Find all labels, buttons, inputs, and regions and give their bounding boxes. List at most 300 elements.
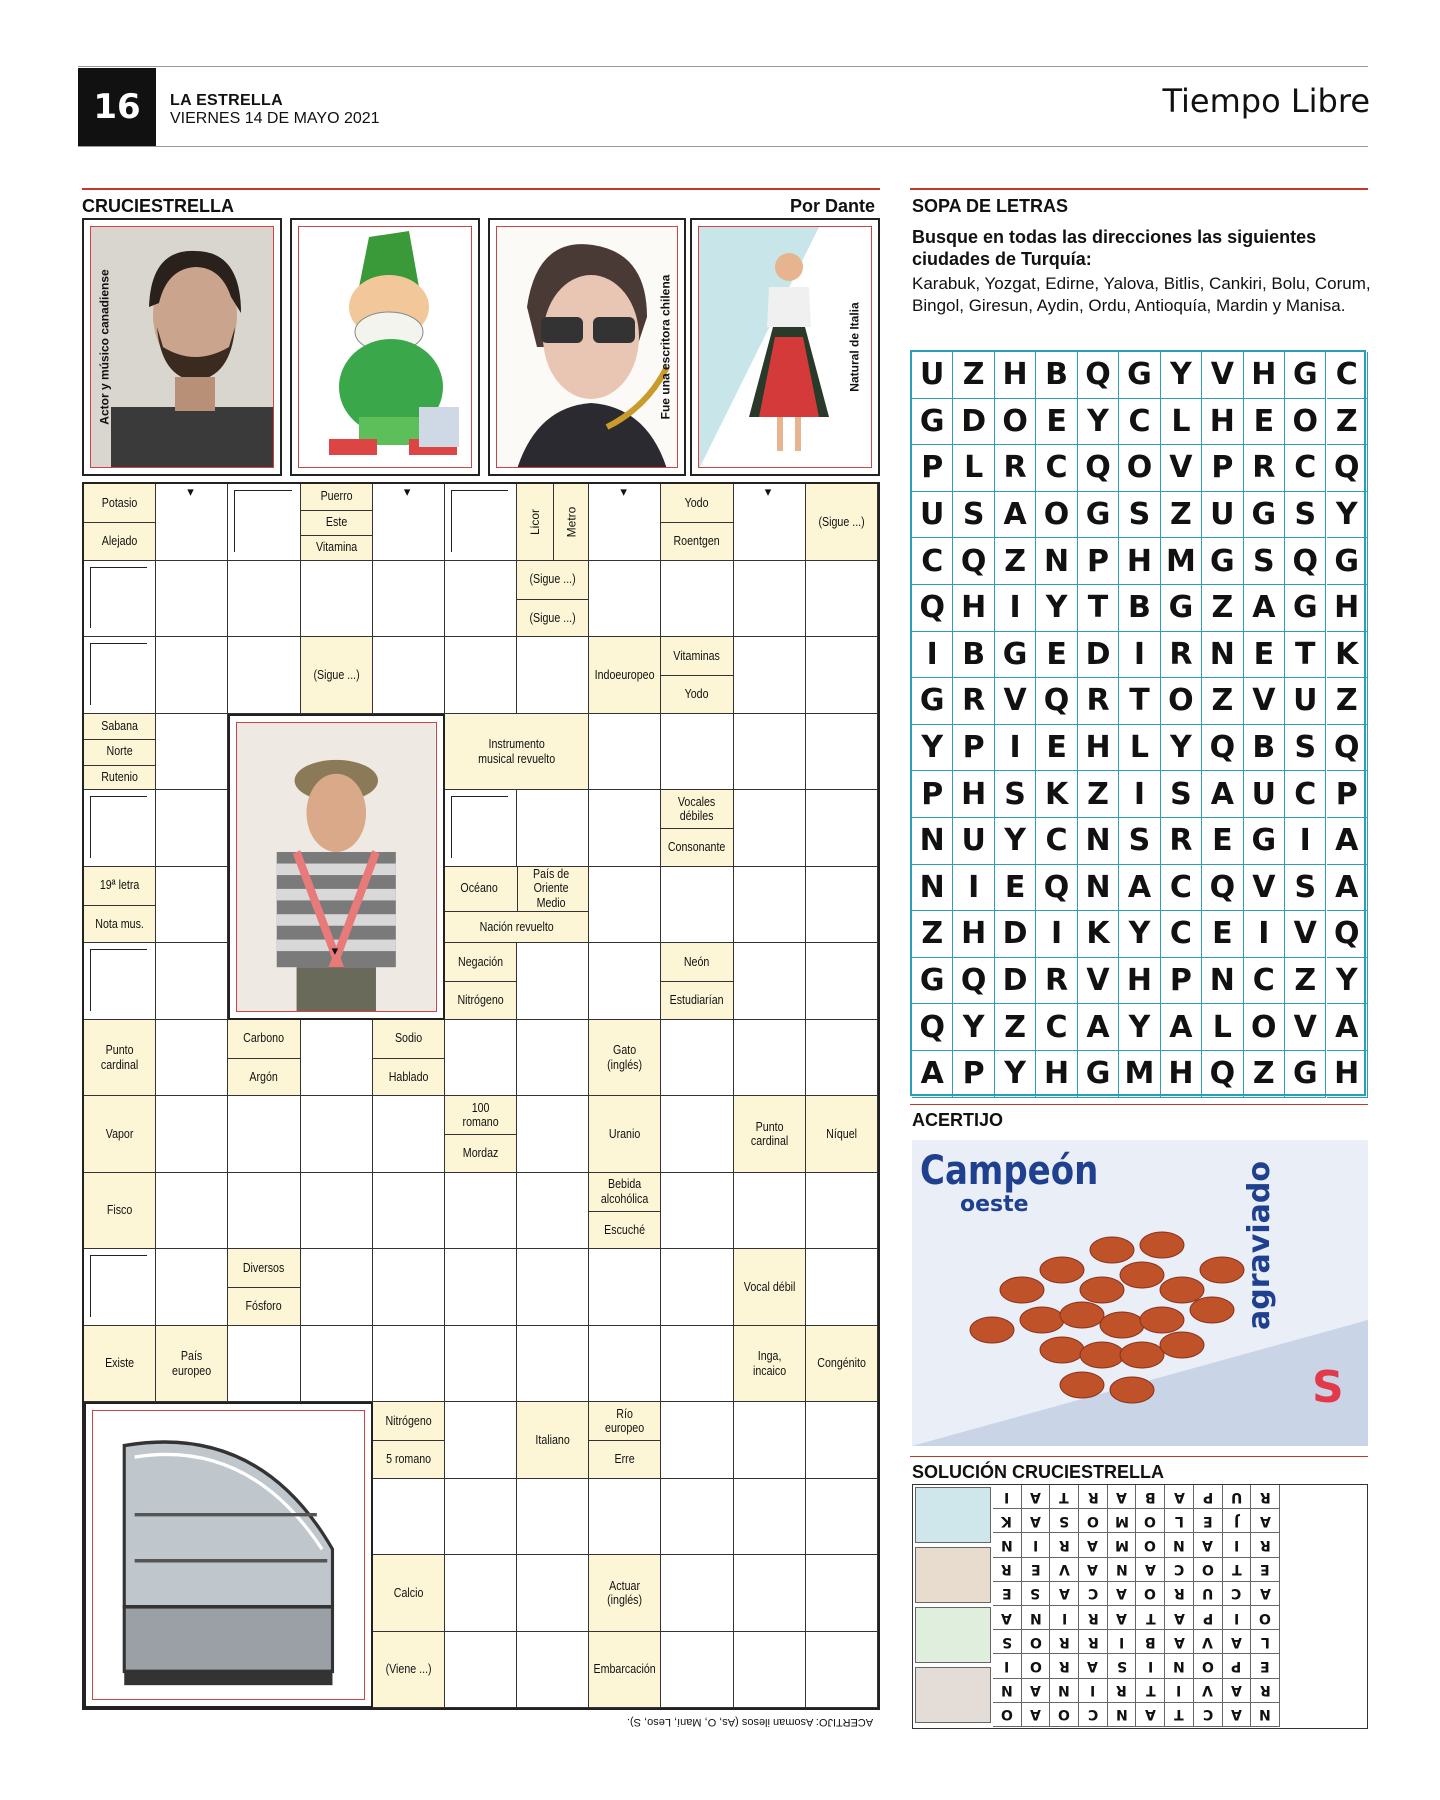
answer-cell[interactable] xyxy=(301,1020,373,1097)
sopa-letter[interactable]: A xyxy=(1202,771,1243,818)
sopa-letter[interactable]: Q xyxy=(1036,678,1077,725)
answer-cell[interactable] xyxy=(445,1479,517,1556)
sopa-letter[interactable]: Y xyxy=(1078,399,1119,446)
sopa-letter[interactable]: Q xyxy=(1327,911,1368,958)
sopa-letter[interactable]: G xyxy=(912,958,953,1005)
sopa-letter[interactable]: H xyxy=(953,911,994,958)
sopa-letter[interactable]: R xyxy=(1161,818,1202,865)
answer-cell[interactable] xyxy=(734,943,806,1020)
sopa-letter[interactable]: G xyxy=(1327,538,1368,585)
sopa-letter[interactable]: P xyxy=(1078,538,1119,585)
sopa-letter[interactable]: B xyxy=(953,632,994,679)
sopa-letter[interactable]: Q xyxy=(1202,725,1243,772)
answer-cell[interactable] xyxy=(517,1249,589,1326)
solution-letter: A xyxy=(1079,1654,1108,1678)
clue-text: (Sigue ...) xyxy=(529,609,576,625)
solution-letter: N xyxy=(1050,1679,1079,1703)
answer-cell[interactable] xyxy=(445,1173,517,1250)
answer-cell[interactable] xyxy=(806,1402,878,1479)
answer-cell[interactable] xyxy=(445,1020,517,1097)
sopa-letter[interactable]: Z xyxy=(995,538,1036,585)
sopa-letter[interactable]: Y xyxy=(1161,352,1202,399)
clue-cell xyxy=(517,1402,589,1479)
answer-cell[interactable] xyxy=(445,1555,517,1632)
answer-cell[interactable] xyxy=(806,1479,878,1556)
answer-cell[interactable] xyxy=(806,637,878,714)
sopa-letter[interactable]: R xyxy=(1161,632,1202,679)
answer-cell[interactable] xyxy=(228,1096,300,1173)
sopa-letter[interactable]: R xyxy=(995,445,1036,492)
sopa-letter[interactable]: H xyxy=(953,771,994,818)
sopa-letter[interactable]: Q xyxy=(1202,865,1243,912)
sopa-letter[interactable]: Z xyxy=(953,352,994,399)
sopa-letter[interactable]: H xyxy=(1244,352,1285,399)
sopa-letter[interactable]: U xyxy=(1202,492,1243,539)
sopa-letter[interactable]: S xyxy=(1285,865,1326,912)
answer-cell[interactable] xyxy=(589,1249,661,1326)
sopa-letter[interactable]: I xyxy=(995,585,1036,632)
answer-cell[interactable] xyxy=(517,790,589,867)
sopa-letter[interactable]: P xyxy=(953,725,994,772)
sopa-letter[interactable]: V xyxy=(1285,1004,1326,1051)
answer-cell[interactable] xyxy=(734,867,806,944)
sopa-letter[interactable]: S xyxy=(1285,492,1326,539)
sopa-letter[interactable]: G xyxy=(912,678,953,725)
sopa-letter[interactable]: A xyxy=(1119,865,1160,912)
answer-cell[interactable] xyxy=(661,561,733,638)
answer-cell[interactable] xyxy=(589,790,661,867)
sopa-letter[interactable]: S xyxy=(1244,538,1285,585)
sopa-letter[interactable]: G xyxy=(1161,585,1202,632)
sopa-letter[interactable]: A xyxy=(1244,585,1285,632)
answer-cell[interactable] xyxy=(445,1249,517,1326)
answer-cell[interactable] xyxy=(806,1020,878,1097)
sopa-letter[interactable]: L xyxy=(1202,1004,1243,1051)
answer-cell[interactable] xyxy=(228,637,300,714)
answer-cell[interactable] xyxy=(373,1173,445,1250)
answer-cell[interactable] xyxy=(445,637,517,714)
clue-text: Actuar (inglés) xyxy=(607,1577,643,1608)
sopa-letter[interactable]: N xyxy=(912,818,953,865)
answer-cell[interactable] xyxy=(228,561,300,638)
solution-letter: P xyxy=(1223,1654,1252,1678)
sopa-letter[interactable]: S xyxy=(953,492,994,539)
answer-cell[interactable] xyxy=(301,1173,373,1250)
clue-text: 100 romano xyxy=(462,1099,499,1130)
sopa-letter[interactable]: N xyxy=(1036,538,1077,585)
sopa-letter[interactable]: Z xyxy=(1327,399,1368,446)
sopa-letter[interactable]: C xyxy=(1285,771,1326,818)
answer-cell[interactable] xyxy=(228,1326,300,1403)
chavo-photo xyxy=(228,714,445,1020)
answer-cell[interactable] xyxy=(517,1555,589,1632)
sopa-letter[interactable]: N xyxy=(1078,865,1119,912)
sopa-letter[interactable]: C xyxy=(1036,818,1077,865)
sopa-letter[interactable]: G xyxy=(1244,818,1285,865)
answer-cell[interactable] xyxy=(373,1479,445,1556)
answer-cell[interactable] xyxy=(517,943,589,1020)
answer-cell[interactable] xyxy=(806,943,878,1020)
solution-letter: I xyxy=(1136,1654,1165,1678)
sopa-letter[interactable]: H xyxy=(1202,399,1243,446)
sopa-letter[interactable]: G xyxy=(1285,585,1326,632)
sopa-letter[interactable]: I xyxy=(995,725,1036,772)
answer-cell[interactable] xyxy=(445,561,517,638)
sopa-letter[interactable]: Q xyxy=(1078,445,1119,492)
answer-cell[interactable] xyxy=(734,1479,806,1556)
answer-cell[interactable] xyxy=(517,1326,589,1403)
sopa-letter[interactable]: D xyxy=(995,911,1036,958)
sopa-letter[interactable]: R xyxy=(1036,958,1077,1005)
sopa-letter[interactable]: N xyxy=(912,865,953,912)
sopa-letter[interactable]: P xyxy=(1327,771,1368,818)
sopa-letter[interactable]: N xyxy=(1078,818,1119,865)
sopa-letter[interactable]: Q xyxy=(953,958,994,1005)
sopa-letter[interactable]: H xyxy=(1327,1051,1368,1098)
solution-letter: N xyxy=(1251,1703,1280,1727)
crossword-rule xyxy=(82,188,880,190)
clue-divider xyxy=(589,1440,660,1441)
sopa-letter[interactable]: G xyxy=(1078,492,1119,539)
sopa-letter[interactable]: V xyxy=(995,678,1036,725)
answer-cell[interactable] xyxy=(301,1249,373,1326)
sopa-letter[interactable]: E xyxy=(1036,725,1077,772)
sopa-letter[interactable]: E xyxy=(1036,399,1077,446)
answer-cell[interactable] xyxy=(156,561,228,638)
sopa-letter[interactable]: Z xyxy=(1202,585,1243,632)
sopa-letter[interactable]: I xyxy=(1285,818,1326,865)
sopa-letter[interactable]: Q xyxy=(1285,538,1326,585)
answer-cell[interactable] xyxy=(156,1020,228,1097)
answer-cell[interactable] xyxy=(589,1326,661,1403)
sopa-letter[interactable]: E xyxy=(1202,911,1243,958)
sopa-letter[interactable]: V xyxy=(1161,445,1202,492)
answer-cell[interactable] xyxy=(806,561,878,638)
answer-cell[interactable] xyxy=(517,1173,589,1250)
sopa-letter[interactable]: G xyxy=(1078,1051,1119,1098)
sopa-letter[interactable]: A xyxy=(912,1051,953,1098)
sopa-letter[interactable]: I xyxy=(1244,911,1285,958)
clue-text: Carbono xyxy=(243,1030,285,1046)
sopa-letter[interactable]: G xyxy=(1202,538,1243,585)
top-rule xyxy=(78,66,1368,67)
answer-cell[interactable] xyxy=(373,1096,445,1173)
sopa-letter[interactable]: Z xyxy=(995,1004,1036,1051)
sopa-letter[interactable]: T xyxy=(1119,678,1160,725)
sopa-letter[interactable]: Z xyxy=(1327,678,1368,725)
answer-cell[interactable] xyxy=(734,561,806,638)
sopa-letter[interactable]: Q xyxy=(953,538,994,585)
solution-letter: O xyxy=(1136,1533,1165,1557)
clue-divider xyxy=(589,1211,660,1212)
answer-cell[interactable] xyxy=(445,1326,517,1403)
answer-cell[interactable] xyxy=(661,1249,733,1326)
answer-cell[interactable] xyxy=(734,637,806,714)
answer-cell[interactable] xyxy=(806,1555,878,1632)
clue-text: Escuché xyxy=(604,1221,646,1237)
answer-cell[interactable] xyxy=(373,1249,445,1326)
sopa-letter[interactable]: I xyxy=(1119,771,1160,818)
sopa-letter[interactable]: H xyxy=(1036,1051,1077,1098)
answer-cell[interactable] xyxy=(373,1326,445,1403)
sopa-letter[interactable]: D xyxy=(953,399,994,446)
sopa-letter[interactable]: N xyxy=(1202,958,1243,1005)
sopa-letter[interactable]: P xyxy=(1161,958,1202,1005)
sopa-letter[interactable]: S xyxy=(1119,818,1160,865)
sopa-letter[interactable]: G xyxy=(995,632,1036,679)
sopa-letter[interactable]: C xyxy=(1161,911,1202,958)
sopa-letter[interactable]: C xyxy=(1285,445,1326,492)
sopa-letter[interactable]: C xyxy=(1327,352,1368,399)
sopa-letter[interactable]: U xyxy=(953,818,994,865)
sopa-letter[interactable]: A xyxy=(1327,865,1368,912)
answer-cell[interactable] xyxy=(661,1555,733,1632)
sopa-letter[interactable]: D xyxy=(1078,632,1119,679)
sopa-letter[interactable]: S xyxy=(1285,725,1326,772)
sopa-letter[interactable]: Q xyxy=(912,585,953,632)
sopa-letter[interactable]: H xyxy=(1119,958,1160,1005)
writer-illustration xyxy=(496,226,678,468)
sopa-letter[interactable]: R xyxy=(1244,445,1285,492)
sopa-letter[interactable]: T xyxy=(1078,585,1119,632)
answer-cell[interactable] xyxy=(301,561,373,638)
sopa-letter[interactable]: I xyxy=(1036,911,1077,958)
answer-cell[interactable] xyxy=(661,1096,733,1173)
solution-thumbnail xyxy=(915,1487,991,1543)
answer-cell[interactable] xyxy=(734,1555,806,1632)
answer-cell[interactable] xyxy=(301,1096,373,1173)
answer-cell[interactable] xyxy=(301,1326,373,1403)
sopa-letter[interactable]: S xyxy=(1119,492,1160,539)
answer-cell[interactable] xyxy=(156,1096,228,1173)
sopa-letter[interactable]: G xyxy=(912,399,953,446)
answer-cell[interactable] xyxy=(517,1632,589,1709)
sopa-letter[interactable]: Y xyxy=(1036,585,1077,632)
answer-cell[interactable] xyxy=(661,1479,733,1556)
answer-cell[interactable] xyxy=(734,714,806,791)
answer-cell[interactable] xyxy=(156,714,228,791)
answer-cell[interactable] xyxy=(156,790,228,867)
sopa-letter[interactable]: V xyxy=(1244,865,1285,912)
answer-cell[interactable] xyxy=(589,943,661,1020)
answer-cell[interactable] xyxy=(661,867,733,944)
sopa-letter[interactable]: B xyxy=(1244,725,1285,772)
sopa-letter[interactable]: O xyxy=(1161,678,1202,725)
answer-cell[interactable] xyxy=(806,867,878,944)
sopa-letter[interactable]: V xyxy=(1202,352,1243,399)
answer-cell[interactable] xyxy=(156,637,228,714)
answer-cell[interactable] xyxy=(734,1632,806,1709)
clue-divider xyxy=(84,765,155,766)
sopa-letter[interactable]: Y xyxy=(1327,492,1368,539)
sopa-letter[interactable]: Y xyxy=(995,1051,1036,1098)
sopa-letter[interactable]: G xyxy=(1285,352,1326,399)
sopa-letter[interactable]: S xyxy=(1161,771,1202,818)
sopa-letter[interactable]: B xyxy=(1036,352,1077,399)
sopa-letter[interactable]: O xyxy=(1119,445,1160,492)
sopa-letter[interactable]: C xyxy=(1036,445,1077,492)
sopa-letter[interactable]: E xyxy=(1202,818,1243,865)
sopa-letter[interactable]: P xyxy=(912,771,953,818)
sopa-letter[interactable]: Q xyxy=(912,1004,953,1051)
sopa-letter[interactable]: O xyxy=(1036,492,1077,539)
answer-cell[interactable] xyxy=(373,637,445,714)
sopa-letter[interactable]: U xyxy=(912,352,953,399)
answer-cell[interactable] xyxy=(661,1632,733,1709)
solution-letter: N xyxy=(1108,1558,1137,1582)
answer-cell[interactable] xyxy=(589,867,661,944)
sopa-letter[interactable]: L xyxy=(1119,725,1160,772)
sopa-letter[interactable]: Z xyxy=(1244,1051,1285,1098)
answer-cell[interactable] xyxy=(734,1402,806,1479)
sopa-letter[interactable]: C xyxy=(1036,1004,1077,1051)
sopa-letter[interactable]: H xyxy=(1119,538,1160,585)
sopa-letter[interactable]: O xyxy=(1285,399,1326,446)
answer-cell[interactable] xyxy=(517,1020,589,1097)
answer-cell[interactable] xyxy=(806,714,878,791)
sopa-letter[interactable]: C xyxy=(912,538,953,585)
sopa-letter[interactable]: G xyxy=(1119,352,1160,399)
sopa-letter[interactable]: E xyxy=(1244,399,1285,446)
sopa-letter[interactable]: K xyxy=(1036,771,1077,818)
sopa-letter[interactable]: R xyxy=(953,678,994,725)
sopa-letter[interactable]: C xyxy=(1119,399,1160,446)
sopa-letter[interactable]: A xyxy=(1327,1004,1368,1051)
clue-text: Erre xyxy=(614,1451,635,1467)
sopa-letter[interactable]: H xyxy=(995,352,1036,399)
answer-cell[interactable] xyxy=(661,1173,733,1250)
continuation-arrow-icon xyxy=(90,796,147,858)
answer-cell[interactable] xyxy=(373,561,445,638)
answer-cell[interactable] xyxy=(806,1632,878,1709)
sopa-letter[interactable]: Y xyxy=(1119,1004,1160,1051)
sopa-letter[interactable]: I xyxy=(912,632,953,679)
sopa-letter[interactable]: L xyxy=(1161,399,1202,446)
sopa-letter[interactable]: Y xyxy=(995,818,1036,865)
sopa-letter[interactable]: C xyxy=(1244,958,1285,1005)
sopa-letter[interactable]: O xyxy=(995,399,1036,446)
sopa-letter[interactable]: N xyxy=(1202,632,1243,679)
answer-cell[interactable] xyxy=(517,1479,589,1556)
sopa-letter[interactable]: A xyxy=(1078,1004,1119,1051)
answer-cell[interactable] xyxy=(589,1479,661,1556)
answer-cell[interactable] xyxy=(661,714,733,791)
sopa-letter[interactable]: I xyxy=(1119,632,1160,679)
sopa-letter[interactable]: T xyxy=(1285,632,1326,679)
sopa-letter[interactable]: Q xyxy=(1327,725,1368,772)
solution-letter: A xyxy=(1165,1630,1194,1654)
answer-cell[interactable] xyxy=(661,1326,733,1403)
sopa-letter[interactable]: V xyxy=(1285,911,1326,958)
sopa-letter[interactable]: E xyxy=(1244,632,1285,679)
answer-cell[interactable] xyxy=(517,1096,589,1173)
solution-letter: R xyxy=(993,1558,1022,1582)
sopa-letter[interactable]: L xyxy=(953,445,994,492)
sopa-letter[interactable]: M xyxy=(1119,1051,1160,1098)
sopa-letter[interactable]: V xyxy=(1078,958,1119,1005)
sopa-letter[interactable]: Z xyxy=(1285,958,1326,1005)
answer-cell[interactable] xyxy=(156,867,228,944)
sopa-letter[interactable]: A xyxy=(1161,1004,1202,1051)
sopa-letter[interactable]: U xyxy=(912,492,953,539)
clue-text: Nitrógeno xyxy=(457,992,504,1008)
sopa-letter[interactable]: Q xyxy=(1078,352,1119,399)
sopa-letter[interactable]: O xyxy=(1244,1004,1285,1051)
sopa-letter[interactable]: D xyxy=(995,958,1036,1005)
answer-cell[interactable] xyxy=(156,943,228,1020)
sopa-letter[interactable]: U xyxy=(1285,678,1326,725)
sopa-letter[interactable]: Z xyxy=(912,911,953,958)
sopa-letter[interactable]: C xyxy=(1161,865,1202,912)
sopa-letter[interactable]: A xyxy=(1327,818,1368,865)
sopa-letter[interactable]: Q xyxy=(1327,445,1368,492)
answer-cell[interactable] xyxy=(806,1173,878,1250)
sopa-letter[interactable]: S xyxy=(995,771,1036,818)
answer-cell[interactable] xyxy=(806,1249,878,1326)
sopa-letter[interactable]: K xyxy=(1078,911,1119,958)
sopa-letter[interactable]: Z xyxy=(1078,771,1119,818)
sopa-letter[interactable]: M xyxy=(1161,538,1202,585)
clue-divider xyxy=(84,522,155,523)
sopa-letter[interactable]: P xyxy=(953,1051,994,1098)
sopa-letter[interactable]: E xyxy=(1036,632,1077,679)
sopa-letter[interactable]: Y xyxy=(1119,911,1160,958)
sopa-letter[interactable]: R xyxy=(1078,678,1119,725)
answer-cell[interactable] xyxy=(589,561,661,638)
sopa-letter[interactable]: P xyxy=(912,445,953,492)
sopa-letter[interactable]: A xyxy=(995,492,1036,539)
sopa-letter[interactable]: H xyxy=(953,585,994,632)
clue-cell xyxy=(734,1326,806,1403)
answer-cell[interactable] xyxy=(661,1402,733,1479)
sopa-letter[interactable]: Y xyxy=(912,725,953,772)
sopa-letter[interactable]: Y xyxy=(1327,958,1368,1005)
sopa-letter[interactable]: U xyxy=(1244,771,1285,818)
sopa-letter[interactable]: H xyxy=(1078,725,1119,772)
answer-cell[interactable] xyxy=(445,1632,517,1709)
answer-cell[interactable] xyxy=(661,1020,733,1097)
sopa-letter[interactable]: H xyxy=(1327,585,1368,632)
sopa-letter[interactable]: Z xyxy=(1202,678,1243,725)
answer-cell[interactable] xyxy=(156,1173,228,1250)
sopa-letter[interactable]: Z xyxy=(1161,492,1202,539)
display-fridge-photo xyxy=(84,1402,373,1708)
answer-cell[interactable] xyxy=(806,790,878,867)
sopa-letter[interactable]: V xyxy=(1244,678,1285,725)
answer-cell[interactable] xyxy=(228,1173,300,1250)
sopa-letter[interactable]: P xyxy=(1202,445,1243,492)
sopa-letter[interactable]: I xyxy=(953,865,994,912)
answer-cell[interactable] xyxy=(156,1249,228,1326)
sopa-letter[interactable]: Y xyxy=(953,1004,994,1051)
sopa-letter[interactable]: K xyxy=(1327,632,1368,679)
answer-cell[interactable] xyxy=(734,1020,806,1097)
answer-cell[interactable] xyxy=(589,714,661,791)
solution-letter: O xyxy=(1194,1558,1223,1582)
sopa-letter[interactable]: Q xyxy=(1036,865,1077,912)
sopa-letter[interactable]: Y xyxy=(1161,725,1202,772)
sopa-letter[interactable]: G xyxy=(1285,1051,1326,1098)
answer-cell[interactable] xyxy=(734,790,806,867)
sopa-letter[interactable]: B xyxy=(1119,585,1160,632)
sopa-letter[interactable]: G xyxy=(1244,492,1285,539)
sopa-letter[interactable]: H xyxy=(1161,1051,1202,1098)
sopa-letter[interactable]: E xyxy=(995,865,1036,912)
answer-cell[interactable] xyxy=(445,1402,517,1479)
sopa-letter[interactable]: Q xyxy=(1202,1051,1243,1098)
answer-cell[interactable] xyxy=(734,1173,806,1250)
answer-cell[interactable] xyxy=(517,637,589,714)
